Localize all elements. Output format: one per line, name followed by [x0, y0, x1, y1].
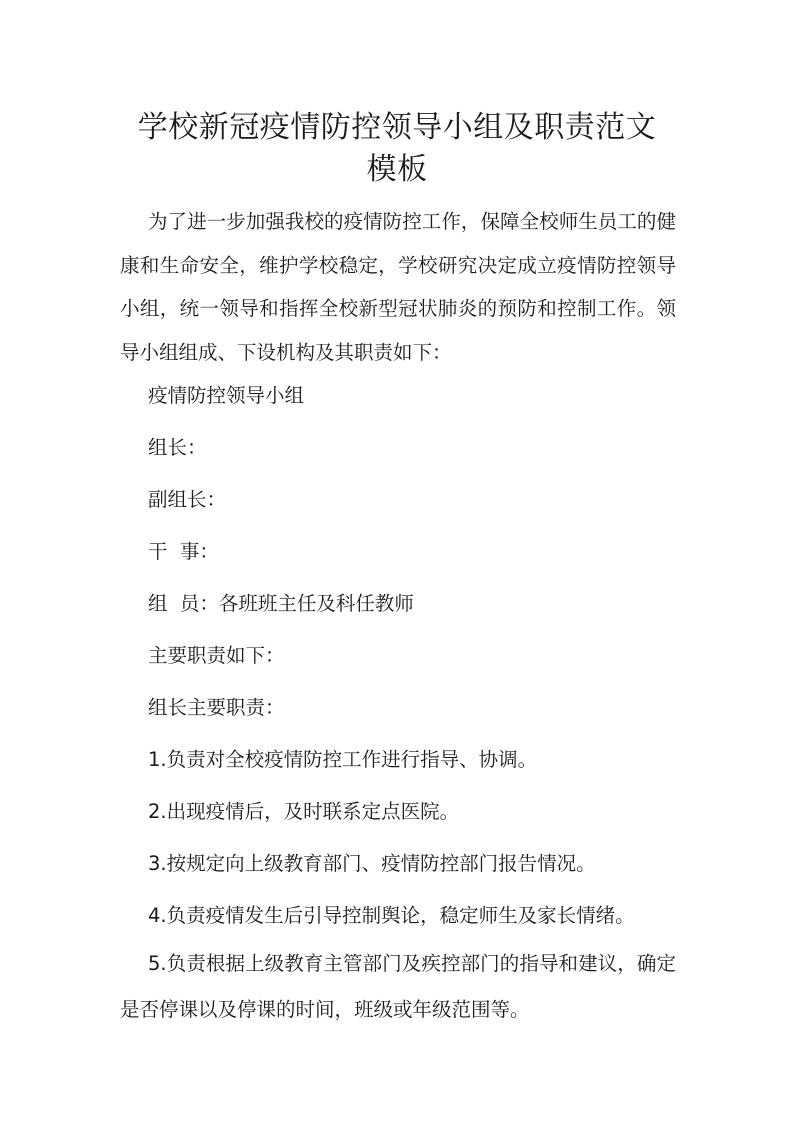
duty-item-1: 1.负责对全校疫情防控工作进行指导、协调。: [148, 748, 538, 771]
officer-line: 干 事：: [148, 540, 219, 563]
duties-heading: 主要职责如下：: [148, 644, 285, 667]
document-title-line-2: 模板: [366, 152, 428, 187]
duty-item-3: 3.按规定向上级教育部门、疫情防控部门报告情况。: [148, 852, 596, 875]
duty-item-5: 5.负责根据上级教育主管部门及疾控部门的指导和建议，确定是否停课以及停课的时间，班级或年级范围等。: [120, 952, 676, 1021]
members-line: 组 员：各班班主任及科任教师: [148, 592, 414, 615]
leader-line: 组长：: [148, 436, 207, 459]
deputy-leader-line: 副组长：: [148, 488, 227, 511]
group-name: 疫情防控领导小组: [148, 384, 305, 407]
leader-duties-heading: 组长主要职责：: [148, 696, 285, 719]
duty-item-2: 2.出现疫情后，及时联系定点医院。: [148, 800, 460, 823]
document-title-line-1: 学校新冠疫情防控领导小组及职责范文: [137, 110, 657, 145]
intro-paragraph: 为了进一步加强我校的疫情防控工作，保障全校师生员工的健康和生命安全，维护学校稳定，学校研究决定成立疫情防控领导小组，统一领导和指挥全校新型冠状肺炎的预防和控制工作。领导小组组成、下设机构及其职责如下：: [120, 210, 676, 364]
duty-item-4: 4.负责疫情发生后引导控制舆论，稳定师生及家长情绪。: [148, 904, 635, 927]
